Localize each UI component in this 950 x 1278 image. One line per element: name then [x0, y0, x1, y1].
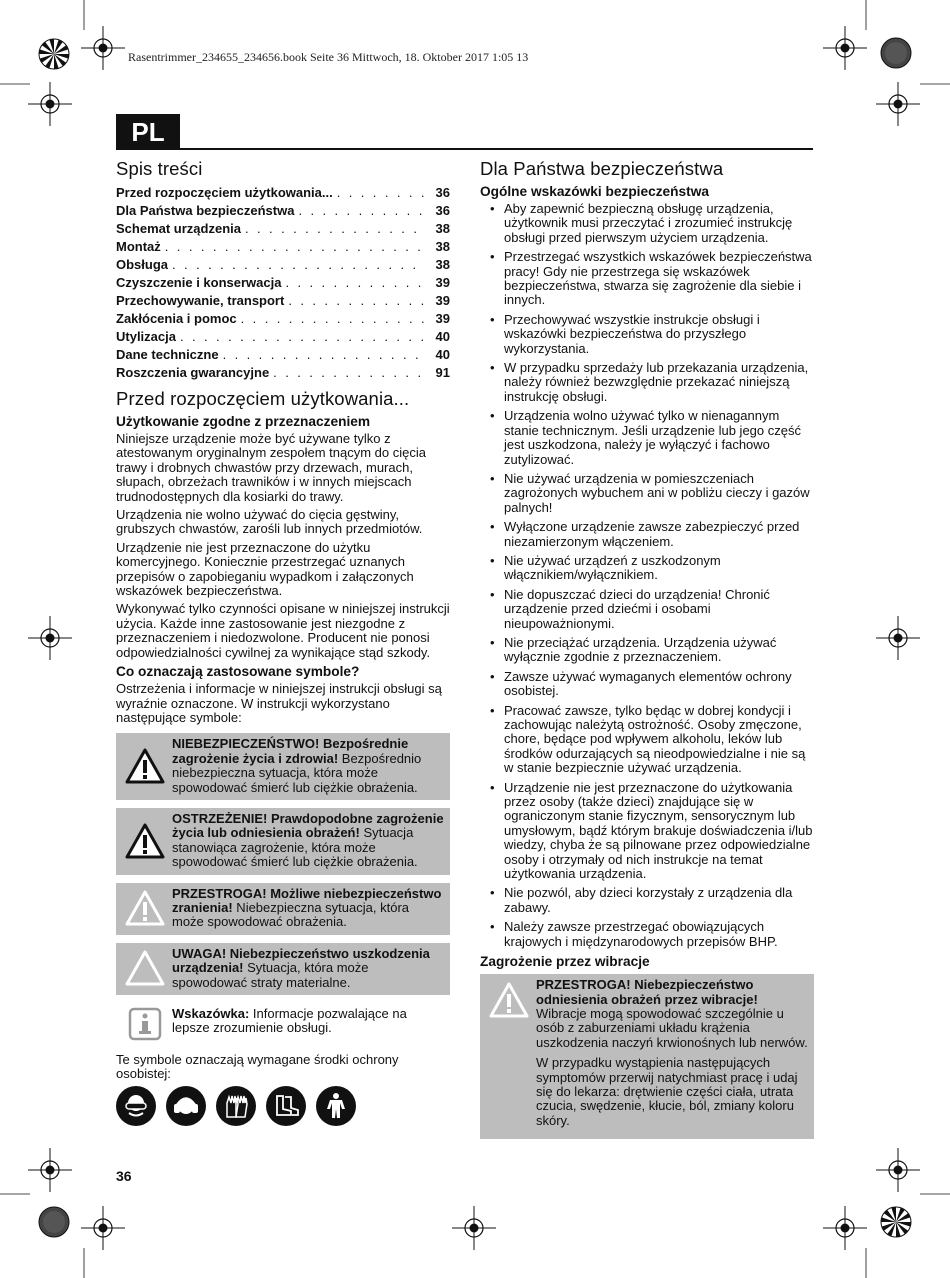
safety-goggles-icon	[116, 1086, 156, 1126]
toc-entry[interactable]	[116, 292, 450, 310]
list-item: • Urządzenia wolno używać tylko w nienagannym stanie technicznym. Jeśli urządzenie lub jego część jest uszkodzona, należy je wyłączyć i fachowo zutylizować.	[480, 409, 814, 467]
toc-entry-label: Dane techniczne	[116, 347, 219, 362]
notice-title: PRZESTROGA! Możliwe niebezpieczeństwo zranienia!	[172, 885, 442, 915]
toc-entry-page: 36	[435, 203, 450, 218]
list-item: • Nie dopuszczać dzieci do urządzenia! Chronić urządzenie przed dziećmi i osobami nieupoważnionymi.	[480, 588, 814, 631]
vibration-caution-text	[532, 978, 808, 1134]
toc-entry-page: 39	[435, 311, 450, 326]
notice-title: UWAGA! Niebezpieczeństwo uszkodzenia urządzenia!	[172, 945, 430, 976]
toc-entry-page: 40	[435, 347, 450, 362]
toc-entry[interactable]	[116, 328, 450, 346]
toc-leader-dots	[337, 184, 424, 202]
notice-title: PRZESTROGA! Niebezpieczeństwo odniesienia obrażeń przez wibracje!	[536, 977, 758, 1007]
toc-leader-dots	[288, 292, 424, 310]
list-item: • Przechowywać wszystkie instrukcje obsługi i wskazówki bezpieczeństwa do przyszłego wykorzystania.	[480, 313, 814, 356]
left-column	[116, 158, 450, 1126]
toc-entry[interactable]	[116, 274, 450, 292]
toc-entry[interactable]	[116, 346, 450, 364]
paragraph: Niniejsze urządzenie może być używane tylko z atestowanym oryginalnym zespołem tnącym do cięcia trawy i drobnych chwastów przy drzewach, murach, słupach, obrzeżach trawników i w innych miejscach trudnodostępnych dla kosiarki do trawy.	[116, 431, 426, 504]
toc-leader-dots	[245, 220, 424, 238]
section-title-before-use: Przed rozpoczęciem użytkowania...	[116, 388, 410, 409]
notice-body: Wibracje mogą spowodować szczególnie u osób z zaburzeniami układu krążenia uszkodzenia naczyń krwionośnych lub nerwów.	[536, 1005, 808, 1050]
toc-entry-label: Schemat urządzenia	[116, 221, 241, 236]
notice-body: Bezpośrednio niebezpieczna sytuacja, która może spowodować śmierć lub ciężkie obrażenia.	[172, 750, 422, 795]
list-item: • Urządzenie nie jest przeznaczone do użytkowania przez osoby (także dzieci) znajdujące się w ograniczonym stanie fizycznym, sensorycznym lub umysłowym, bądź którym brakuje doświadczenia i/lub wiedzy, chyba że są pilnowane przez odpowiedzialne osoby i otrzymały od nich instrukcje na temat użytkowania urządzenia.	[480, 781, 814, 882]
notice-title: OSTRZEŻENIE! Prawdopodobne zagrożenie życia lub odniesienia obrażeń!	[172, 810, 444, 841]
caution-notice-text	[168, 887, 444, 930]
toc-entry-page: 38	[435, 239, 450, 254]
safety-bullet-list	[480, 202, 814, 949]
section-title-safety: Dla Państwa bezpieczeństwa	[480, 158, 724, 179]
notice-body: Niebezpieczna sytuacja, która może spowodować obrażenia.	[172, 899, 409, 930]
list-item: • Wyłączone urządzenie zawsze zabezpieczyć przed niezamierzonym włączeniem.	[480, 520, 814, 549]
danger-notice-text	[168, 737, 444, 795]
notice-body: Sytuacja stanowiąca zagrożenie, która może spowodować śmierć lub ciężkie obrażenia.	[172, 825, 418, 870]
toc-entry[interactable]	[116, 256, 450, 274]
toc-entry-page: 38	[435, 257, 450, 272]
notice-title: NIEBEZPIECZEŃSTWO! Bezpośrednie zagrożenie życia i zdrowia!	[172, 736, 409, 766]
toc-title: Spis treści	[116, 158, 203, 179]
toc-entry-page: 38	[435, 221, 450, 236]
toc-entry-label: Przechowywanie, transport	[116, 293, 285, 308]
toc-leader-dots	[165, 238, 424, 256]
toc-entry-label: Roszczenia gwarancyjne	[116, 365, 270, 380]
list-item: • Pracować zawsze, tylko będąc w dobrej kondycji i zachowując należytą ostrożność. Osoby zmęczone, chore, będące pod wpływem alkoholu, leków lub środków odurzających są nieodpowiedzialne i nie są w stanie bezpiecznie używać urządzenia.	[480, 704, 814, 776]
language-tab: PL	[116, 114, 180, 150]
paragraph: Te symbole oznaczają wymagane środki ochrony osobistej:	[116, 1052, 399, 1082]
attention-notice-text	[168, 947, 444, 990]
toc-entry-label: Zakłócenia i pomoc	[116, 311, 237, 326]
toc-entry[interactable]	[116, 364, 450, 382]
right-column	[480, 158, 814, 1147]
hint-notice	[116, 1003, 450, 1045]
toc-entry-label: Obsługa	[116, 257, 169, 272]
toc-entry-label: Utylizacja	[116, 329, 176, 344]
list-item: • Zawsze używać wymaganych elementów ochrony osobistej.	[480, 670, 814, 699]
safety-boots-icon	[266, 1086, 306, 1126]
caution-notice	[116, 883, 450, 935]
print-slug-line: Rasentrimmer_234655_234656.book Seite 36 Mittwoch, 18. Oktober 2017 1:05 13	[128, 50, 529, 64]
subheading-vibration: Zagrożenie przez wibracje	[480, 954, 650, 970]
subheading-symbols: Co oznaczają zastosowane symbole?	[116, 664, 360, 680]
toc-leader-dots	[285, 274, 424, 292]
notice-body-second: W przypadku wystąpienia następujących symptomów przerwij natychmiast pracę i udaj się do lekarza: drętwienie części ciała, utrata czucia, swędzenie, kłucie, ból, zmiany koloru skóry.	[536, 1055, 798, 1128]
toc-entry-page: 39	[435, 275, 450, 290]
warning-notice-text	[168, 812, 444, 870]
toc-leader-dots	[273, 364, 424, 382]
list-item: • Nie używać urządzeń z uszkodzonym włącznikiem/wyłącznikiem.	[480, 554, 814, 583]
toc-entry[interactable]	[116, 238, 450, 256]
table-of-contents	[116, 184, 450, 382]
page-number: 36	[116, 1168, 132, 1184]
subheading-general-safety: Ogólne wskazówki bezpieczeństwa	[480, 184, 709, 199]
info-icon	[122, 1007, 168, 1041]
toc-leader-dots	[223, 346, 424, 364]
toc-leader-dots	[180, 328, 424, 346]
hint-notice-text	[168, 1007, 444, 1041]
list-item: • Nie pozwól, aby dzieci korzystały z urządzenia dla zabawy.	[480, 886, 814, 915]
toc-entry-page: 40	[435, 329, 450, 344]
danger-notice	[116, 733, 450, 800]
paragraph: Urządzenia nie wolno używać do cięcia gęstwiny, grubszych chwastów, zarośli lub innych przedmiotów.	[116, 507, 423, 537]
notice-body: Informacje pozwalające na lepsze zrozumienie obsługi.	[172, 1006, 407, 1036]
vibration-caution-notice	[480, 974, 814, 1139]
list-item: • Aby zapewnić bezpieczną obsługę urządzenia, użytkownik musi przeczytać i zrozumieć instrukcję obsługi przed pierwszym użyciem urządzenia.	[480, 202, 814, 245]
toc-entry-label: Montaż	[116, 239, 161, 254]
toc-entry-page: 91	[435, 365, 450, 380]
toc-entry-label: Przed rozpoczęciem użytkowania...	[116, 185, 333, 200]
toc-entry-page: 36	[435, 185, 450, 200]
list-item: • Nie przeciążać urządzenia. Urządzenia używać wyłącznie zgodnie z przeznaczeniem.	[480, 636, 814, 665]
list-item: • Przestrzegać wszystkich wskazówek bezpieczeństwa pracy! Gdy nie przestrzega się wskazówek bezpieczeństwa, stwarza się zagrożenie dla siebie i innych.	[480, 250, 814, 308]
subheading-intended-use: Użytkowanie zgodne z przeznaczeniem	[116, 414, 371, 429]
toc-leader-dots	[298, 202, 424, 220]
caution-triangle-icon	[122, 887, 168, 930]
notice-triangle-icon	[122, 947, 168, 990]
toc-entry[interactable]	[116, 184, 450, 202]
toc-leader-dots	[172, 256, 424, 274]
protective-clothing-icon	[316, 1086, 356, 1126]
caution-triangle-icon	[486, 978, 532, 1018]
list-item: • W przypadku sprzedaży lub przekazania urządzenia, należy również bezwzględnie przekazać niniejszą instrukcję obsługi.	[480, 361, 814, 404]
toc-entry-page: 39	[435, 293, 450, 308]
header-rule	[116, 148, 813, 150]
notice-title: Wskazówka:	[172, 1006, 250, 1021]
paragraph: Urządzenie nie jest przeznaczone do użytku komercyjnego. Koniecznie przestrzegać uznanych przepisów o zapobieganiu wypadkom i załączonych wskazówek bezpieczeństwa.	[116, 539, 414, 599]
warning-notice	[116, 808, 450, 875]
toc-entry[interactable]	[116, 202, 450, 220]
toc-leader-dots	[241, 310, 424, 328]
gloves-icon	[216, 1086, 256, 1126]
paragraph: Wykonywać tylko czynności opisane w niniejszej instrukcji użycia. Każde inne zastosowanie jest niezgodne z przeznaczeniem i niedozwolone. Producent nie ponosi odpowiedzialności cywilnej za wynikające stąd szkody.	[116, 601, 450, 660]
warning-triangle-icon	[122, 812, 168, 870]
ppe-icon-row	[116, 1086, 450, 1126]
toc-entry-label: Czyszczenie i konserwacja	[116, 275, 282, 290]
notice-body: Sytuacja, która może spowodować straty materialne.	[172, 960, 369, 990]
toc-entry-label: Dla Państwa bezpieczeństwa	[116, 203, 295, 218]
attention-notice	[116, 943, 450, 995]
toc-entry[interactable]	[116, 310, 450, 328]
list-item: • Należy zawsze przestrzegać obowiązujących krajowych i międzynarodowych przepisów BHP.	[480, 920, 814, 949]
toc-entry[interactable]	[116, 220, 450, 238]
ear-protection-icon	[166, 1086, 206, 1126]
paragraph: Ostrzeżenia i informacje w niniejszej instrukcji obsługi są wyraźnie oznaczone. W instrukcji wykorzystano następujące symbole:	[116, 681, 442, 725]
list-item: • Nie używać urządzenia w pomieszczeniach zagrożonych wybuchem ani w pobliżu cieczy i gazów palnych!	[480, 472, 814, 515]
warning-triangle-icon	[122, 737, 168, 795]
